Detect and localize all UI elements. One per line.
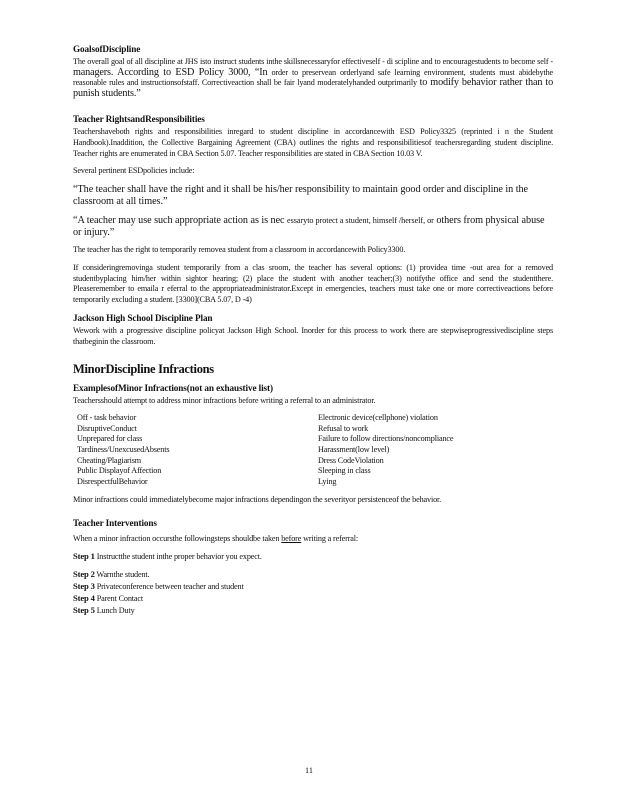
infraction-item: Electronic device(cellphone) violation [318, 413, 438, 423]
goals-text-1: The overall goal of all discipline at JHS isto instruct students inthe skillsnecessaryfor effectiveself - di scipline and to encouragestudents to become self - [73, 57, 553, 66]
jhs-plan-heading: Jackson High School Discipline Plan [73, 313, 213, 324]
infraction-item: Off - task behavior [77, 413, 137, 423]
intervention-step [73, 581, 553, 593]
teacher-rights-heading: Teacher RightsandResponsibilities [73, 114, 205, 125]
step-text: Lunch Duty [96, 605, 135, 615]
step-text: Parent Contact [96, 593, 144, 603]
step-label: Step 5 [73, 604, 95, 615]
goals-text-2: managers. According to ESD Policy 3000, “In [73, 66, 268, 78]
interventions-intro-post: writing a referral: [303, 533, 359, 543]
infraction-item: Dress CodeViolation [318, 455, 384, 465]
document-page [73, 44, 553, 616]
intervention-step [73, 569, 553, 581]
intervention-step [73, 593, 553, 605]
step-label: Step 1 [73, 551, 95, 562]
policies-intro: Several pertinent ESDpolicies include: [73, 166, 195, 176]
minor-discipline-heading: MinorDiscipline Infractions [73, 361, 214, 376]
policy-quote-1: “The teacher shall have the right and it shall be his/her responsibility to maintain good order and discipline in the classroom at all times.” [73, 183, 529, 208]
infraction-item: Lying [318, 476, 337, 486]
page-number: 11 [305, 766, 313, 775]
infraction-item: Tardiness/UnexcusedAbsents [77, 444, 170, 454]
infractions-list [77, 413, 553, 487]
infraction-item: Harassment(low level) [318, 444, 390, 454]
infraction-item: Unprepared for class [77, 434, 143, 444]
interventions-intro [73, 534, 553, 545]
goals-heading: GoalsofDiscipline [73, 44, 141, 54]
goals-text-4: to modify behavior rather than to punish students.” [73, 77, 554, 99]
policy-quote-2 [73, 215, 553, 240]
step-text: Warnthe student. [96, 570, 150, 580]
removal-options-paragraph: If consideringremovinga student temporarily from a clas sroom, the teacher has several options: (1) providea time -out area for a removed studentbyplacing him/her within sightor hearing; (2) place the student with another teacher;(3) notifythe office and send the studentthere. Pleaseremember to emaila r eferral to the appropriateadministrator.Except in emergencies, teachers must take one or more correctiveactions before temporarily excluding a student. [3300](CBA 5.07, D -4) [73, 262, 553, 304]
step-label: Step 2 [73, 569, 95, 580]
infraction-item: DisrespectfulBehavior [77, 476, 148, 486]
intervention-steps [73, 551, 553, 616]
infraction-item: Refusal to work [318, 423, 369, 433]
step-label: Step 4 [73, 592, 95, 603]
quote2-part-2: essaryto protect a student, himself /herself, or [287, 215, 434, 225]
infraction-item: Sleeping in class [318, 466, 371, 476]
infraction-item: Public Displayof Affection [77, 466, 162, 476]
goals-text-3: order to preservean orderlyand safe learning environment, students must abidebythe reasonable rules and instructionsofstaff. Correctiveaction shall be fair lyand moderatelyhanded outprimarily [73, 67, 553, 88]
jhs-plan-paragraph: Wework with a progressive discipline policyat Jackson High School. Inorder for this process to work there are stepwiseprogressivediscipline steps thatbeginin the classroom. [73, 326, 553, 346]
interventions-intro-before: before [281, 533, 302, 543]
minor-outro: Minor infractions could immediatelybecome major infractions dependingon the severityor persistenceof the behavior. [73, 495, 442, 505]
interventions-intro-pre: When a minor infraction occursthe followingsteps shouldbe taken [73, 533, 280, 543]
infraction-item: Failure to follow directions/noncompliance [318, 434, 454, 444]
infraction-item: DisruptiveConduct [77, 423, 137, 433]
quote2-part-1: “A teacher may use such appropriate action as is nec [73, 214, 285, 226]
step-text: Privateconference between teacher and student [96, 582, 244, 592]
step-text: Instructthe student inthe proper behavior you expect. [96, 552, 262, 562]
minor-intro: Teachersshould attempt to address minor infractions before writing a referral to an administrator. [73, 395, 376, 405]
interventions-heading: Teacher Interventions [73, 517, 157, 528]
infractions-left-column [77, 413, 312, 487]
quote2-part-3: others from physical abuse or injury.” [73, 214, 545, 238]
teacher-rights-paragraph: Teachershaveboth rights and responsibilities inregard to student discipline in accordancewith ESD Policy3325 (reprinted i n the Student Handbook).Inaddition, the Collective Bargaining Agreement (CBA) outlines the rights and responsibilitiesof teachersregarding student discipline. Teacher rights are enumerated in CBA Section 5.07. Teacher responsibilities are stated in CBA Section 10.03 V. [73, 127, 553, 158]
infraction-item: Cheating/Plagiarism [77, 455, 142, 465]
examples-heading: ExamplesofMinor Infractions(not an exhaustive list) [73, 382, 273, 393]
intervention-step [73, 605, 553, 617]
step-label: Step 3 [73, 581, 95, 592]
removal-right-paragraph: The teacher has the right to temporarily removea student from a classroom in accordancewith Policy3300. [73, 245, 406, 255]
intervention-step [73, 551, 553, 563]
infractions-right-column [312, 413, 553, 487]
goals-paragraph [73, 57, 553, 99]
